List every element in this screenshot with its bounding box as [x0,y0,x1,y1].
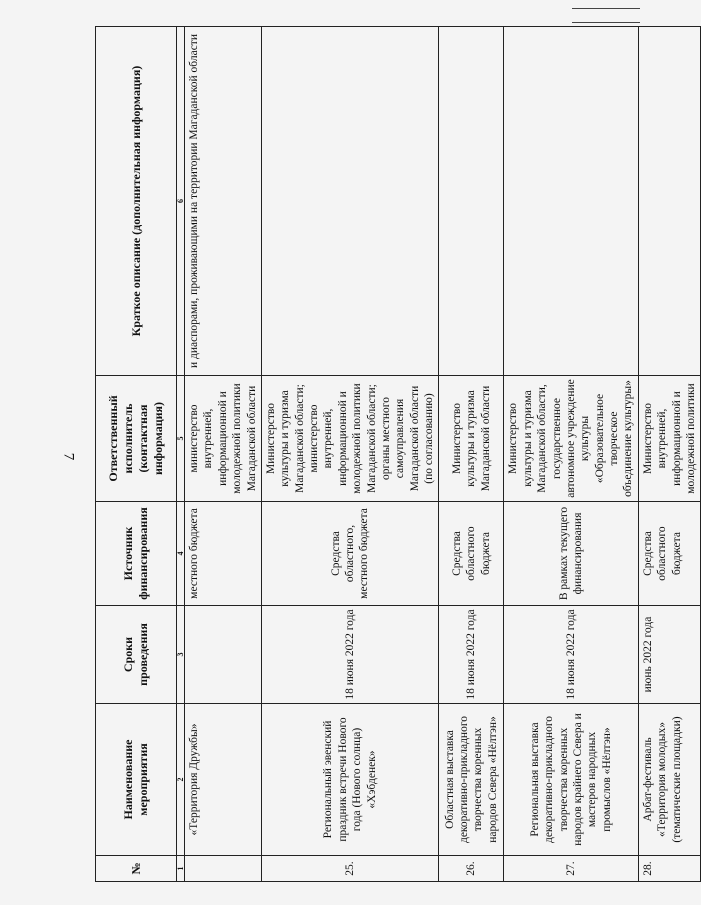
row-description [504,27,638,376]
row-description [261,27,439,376]
table-row [504,27,638,882]
rotated-page-frame [95,27,697,882]
events-table [95,26,701,882]
col-number: 5 [177,376,185,502]
row-dates: 18 июня 2022 года [439,606,504,704]
row-name: «Территория Дружбы» [185,704,262,856]
row-executor: Министерство культуры и туризма Магаданской области [439,376,504,502]
row-executor: Министерство культуры и туризма Магаданской области; министерство внутренней, информационной и молодежной политики Магаданской области; органы местного самоуправления Магаданской области (по согласованию) [261,376,439,502]
row-num: 25. [261,856,439,882]
header-description: Краткое описание (дополнительная информация) [96,27,177,376]
col-number: 4 [177,502,185,606]
row-dates: 18 июня 2022 года [504,606,638,704]
header-name: Наименование мероприятия [96,704,177,856]
table-row [261,27,439,882]
row-executor: Министерство культуры и туризма Магаданской области, государственное автономное учреждение культуры «Образовательное творческое объединение культуры» [504,376,638,502]
row-description [439,27,504,376]
header-source: Источник финансирования [96,502,177,606]
row-name: Региональный эвенский праздник встречи Нового года (Нового солнца) «Хэбденек» [261,704,439,856]
row-dates: июнь 2022 года [638,606,701,704]
scan-corner-marks [572,0,640,23]
page-number: 7 [60,452,77,461]
row-num [185,856,262,882]
col-number: 6 [177,27,185,376]
row-name: Региональная выставка декоративно-прикладного творчества коренных народов крайнего Севера и мастеров народных промыслов «Нёлтэн» [504,704,638,856]
row-num: 28. [638,856,701,882]
col-number: 1 [177,856,185,882]
col-number: 3 [177,606,185,704]
row-num: 27. [504,856,638,882]
row-dates [185,606,262,704]
row-source: Средства областного бюджета [638,502,701,606]
col-number: 2 [177,704,185,856]
header-num: № [96,856,177,882]
table-row [439,27,504,882]
events-table-sheet [95,27,697,882]
row-executor: Министерство внутренней, информационной и молодежной политики [638,376,701,502]
header-dates: Сроки проведения [96,606,177,704]
header-executor: Ответственный исполнитель (контактная информация) [96,376,177,502]
table-row [185,27,262,882]
table-row [638,27,701,882]
row-name: Арбат-фестиваль «Территория молодых» (тематические площадки) [638,704,701,856]
row-source: Средства областного бюджета [439,502,504,606]
row-dates: 18 июня 2022 года [261,606,439,704]
row-description: и диаспорами, проживающими на территории Магаданской области [185,27,262,376]
row-source: В рамках текущего финансирования [504,502,638,606]
row-source: местного бюджета [185,502,262,606]
row-source: Средства областного, местного бюджета [261,502,439,606]
row-num: 26. [439,856,504,882]
column-number-row [177,27,185,882]
row-executor: министерство внутренней, информационной и молодежной политики Магаданской области [185,376,262,502]
header-row [96,27,177,882]
row-description [638,27,701,376]
row-name: Областная выставка декоративно-прикладного творчества коренных народов Севера «Нёлтэн» [439,704,504,856]
